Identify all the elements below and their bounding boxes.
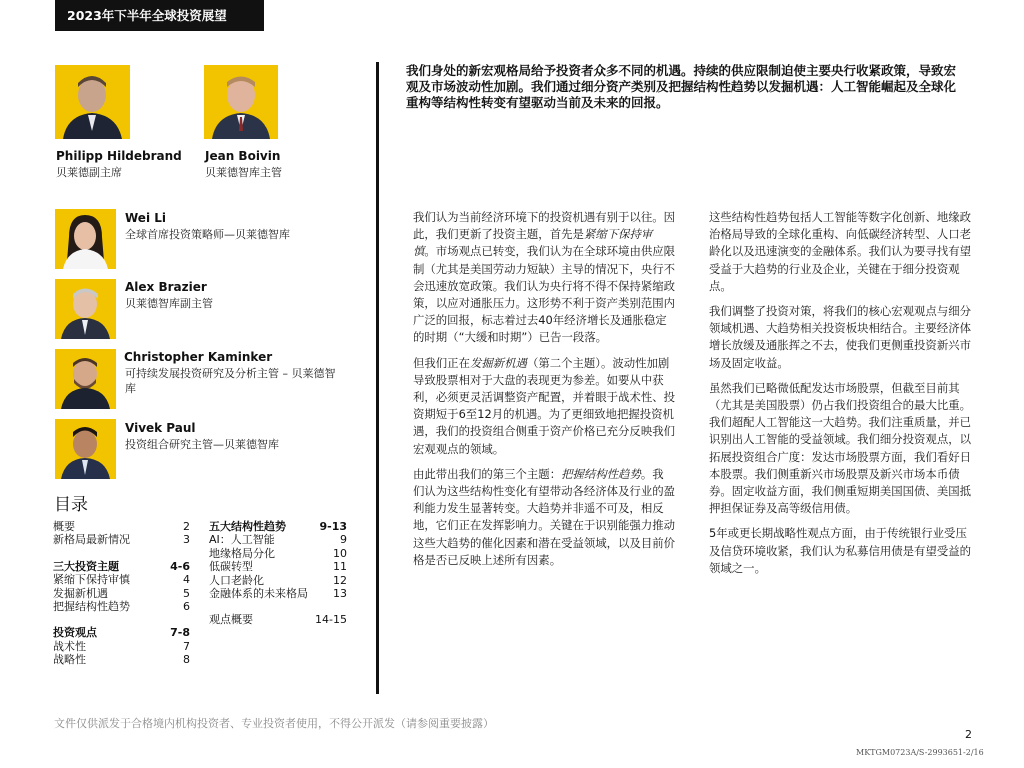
toc-entry-page: 7 — [183, 639, 190, 653]
person-role: 贝莱德副主席 — [56, 166, 122, 179]
toc-entry-label: 战术性 — [53, 639, 86, 653]
toc-entry-page: 9-13 — [319, 520, 347, 533]
person-role: 投资组合研究主管—贝莱德智库 — [125, 438, 279, 451]
body-paragraph: 但我们正在发掘新机遇（第二个主题）。波动性加剧导致股票相对于大盘的表现更为参差。如要从中获利，必须更灵活调整资产配置，并着眼于战术性、投资期短于6至12月的机遇。为了更细致地把握投资机遇，我们的投资组合侧重于资产价格已充分反映我们宏观观点的领域。 — [413, 355, 675, 456]
photo-christopher-kaminker — [55, 349, 116, 409]
toc-entry-page: 14-15 — [315, 613, 347, 627]
toc-section-heading[interactable] — [209, 520, 347, 533]
person-name: Christopher Kaminker — [124, 350, 273, 364]
person-role: 全球首席投资策略师—贝莱德智库 — [125, 228, 290, 241]
toc-left-column — [53, 520, 190, 667]
person-name: Philipp Hildebrand — [56, 149, 182, 163]
toc-entry-label: 地缘格局分化 — [209, 546, 275, 560]
toc-entry-label: 五大结构性趋势 — [209, 520, 286, 533]
toc-entry-label: 投资观点 — [53, 626, 97, 640]
photo-vivek-paul — [55, 419, 116, 479]
photo-wei-li — [55, 209, 116, 269]
report-title-bar — [55, 0, 264, 31]
portrait-man-icon — [55, 65, 130, 139]
toc-entry[interactable] — [53, 587, 190, 600]
toc-entry-page: 6 — [183, 600, 190, 614]
toc-entry-page: 4-6 — [170, 559, 190, 573]
portrait-man-icon — [55, 349, 116, 409]
toc-entry[interactable] — [53, 640, 190, 653]
toc-entry[interactable] — [209, 587, 347, 600]
toc-entry-label: 战略性 — [53, 653, 86, 667]
toc-entry[interactable] — [53, 653, 190, 666]
toc-section-heading[interactable] — [53, 560, 190, 573]
toc-entry-page: 2 — [183, 520, 190, 533]
toc-entry-page: 3 — [183, 533, 190, 547]
toc-entry-label: 三大投资主题 — [53, 559, 119, 573]
toc-title: 目录 — [54, 495, 88, 515]
document-code: MKTGM0723A/S-2993651-2/16 — [856, 748, 984, 757]
toc-spacer — [53, 613, 190, 626]
toc-entry-label: 新格局最新情况 — [53, 533, 130, 547]
toc-entry-page: 5 — [183, 586, 190, 600]
toc-entry-label: AI：人工智能 — [209, 533, 275, 547]
body-paragraph: 5年或更长期战略性观点方面，由于传统银行业受压及信贷环境收紧，我们认为私募信用债是有望受益的领域之一。 — [709, 526, 971, 575]
toc-spacer — [209, 600, 347, 613]
toc-entry-label: 观点概要 — [209, 613, 253, 627]
toc-entry[interactable] — [209, 574, 347, 587]
person-role: 贝莱德智库主管 — [205, 166, 282, 179]
toc-entry-page: 10 — [333, 546, 347, 560]
toc-section-heading[interactable] — [53, 626, 190, 639]
toc-entry[interactable] — [209, 560, 347, 573]
toc-entry-page: 9 — [340, 533, 347, 547]
body-paragraph: 虽然我们已略微低配发达市场股票，但截至目前其（尤其是美国股票）仍占我们投资组合的最大比重。我们超配人工智能这一大趋势。我们注重质量，并已识别出人工智能的受益领域。我们细分投资观点，以拓展投资组合广度：发达市场股票方面，我们看好日本股票。我们侧重新兴市场股票及新兴市场本币债券。固定收益方面，我们侧重短期美国国债、美国抵押担保证券及高等级信用债。 — [709, 380, 971, 516]
toc-entry-page: 12 — [333, 573, 347, 587]
photo-alex-brazier — [55, 279, 116, 339]
lead-paragraph: 我们身处的新宏观格局给予投资者众多不同的机遇。持续的供应限制迫使主要央行收紧政策，导致宏观及市场波动性加剧。我们通过细分资产类别及把握结构性趋势以发掘机遇：人工智能崛起及全球化重构等结构性转变有望驱动当前及未来的回报。 — [406, 63, 957, 110]
body-paragraph: 由此带出我们的第三个主题：把握结构性趋势。我们认为这些结构性变化有望带动各经济体及行业的盈利能力发生显著转变。大趋势并非遥不可及，相反地，它们正在发挥影响力。关键在于识别能强力推动这些大趋势的催化因素和潜在受益领域，以及目前价格是否已反映上述所有因素。 — [413, 466, 675, 567]
person-role: 可持续发展投资研究及分析主管 – 贝莱德智库 — [125, 367, 336, 395]
portrait-man-icon — [55, 419, 116, 479]
toc-spacer — [53, 547, 190, 560]
photo-philipp-hildebrand — [55, 65, 130, 139]
toc-entry-label: 紧缩下保持审慎 — [53, 573, 130, 587]
toc-entry-page: 7-8 — [170, 626, 190, 640]
toc-entry-page: 8 — [183, 653, 190, 667]
vertical-divider — [376, 62, 379, 694]
body-paragraph: 这些结构性趋势包括人工智能等数字化创新、地缘政治格局导致的全球化重构、向低碳经济转型、人口老龄化以及迅速演变的金融体系。我们认为要寻找有望受益于大趋势的行业及企业，关键在于细分投资观点。 — [709, 210, 971, 293]
toc-entry-label: 低碳转型 — [209, 560, 253, 574]
toc-entry-page: 13 — [333, 587, 347, 601]
toc-entry-label: 把握结构性趋势 — [53, 600, 130, 614]
person-name: Jean Boivin — [205, 149, 281, 163]
toc-entry-label: 人口老龄化 — [209, 573, 264, 587]
person-name: Wei Li — [125, 211, 166, 225]
toc-entry-page: 4 — [183, 573, 190, 587]
toc-entry-label: 概要 — [53, 520, 75, 533]
toc-entry[interactable] — [53, 573, 190, 586]
toc-entry[interactable] — [209, 547, 347, 560]
toc-entry[interactable] — [53, 520, 190, 533]
toc-entry[interactable] — [209, 533, 347, 546]
toc-entry[interactable] — [53, 600, 190, 613]
portrait-woman-icon — [55, 209, 116, 269]
body-paragraph: 我们调整了投资对策，将我们的核心宏观观点与细分领域机遇、大趋势相关投资板块相结合。主要经济体增长放缓及通胀挥之不去，使我们更侧重投资新兴市场及固定收益。 — [709, 304, 971, 370]
report-title: 2023年下半年全球投资展望 — [67, 8, 227, 23]
person-name: Vivek Paul — [125, 421, 196, 435]
toc-entry-page: 11 — [333, 560, 347, 574]
portrait-man-icon — [204, 65, 278, 139]
toc-entry-label: 发掘新机遇 — [53, 586, 108, 600]
body-column-2 — [709, 209, 971, 585]
toc-right-column — [209, 520, 347, 627]
person-role: 贝莱德智库副主管 — [125, 297, 213, 310]
body-paragraph: 我们认为当前经济环境下的投资机遇有别于以往。因此，我们更新了投资主题，首先是紧缩下保持审慎。市场观点已转变，我们认为在全球环境由供应限制（尤其是美国劳动力短缺）主导的情况下，央行不会迅速放宽政策。我们认为央行将不得不保持紧缩政策，以应对通胀压力。这形势不利于资产类别范围内广泛的回报，标志着过去40年经济增长及通胀稳定的时期（“大缓和时期”）已告一段落。 — [413, 210, 676, 345]
person-name: Alex Brazier — [125, 280, 207, 294]
page-number: 2 — [965, 728, 972, 741]
toc-entry[interactable] — [209, 613, 347, 626]
photo-jean-boivin — [204, 65, 278, 139]
toc-entry-label: 金融体系的未来格局 — [209, 587, 308, 601]
portrait-man-icon — [55, 279, 116, 339]
body-column-1 — [413, 209, 675, 577]
distribution-notice: 文件仅供派发于合格境内机构投资者、专业投资者使用，不得公开派发（请参阅重要披露） — [54, 717, 494, 730]
toc-entry[interactable] — [53, 533, 190, 546]
